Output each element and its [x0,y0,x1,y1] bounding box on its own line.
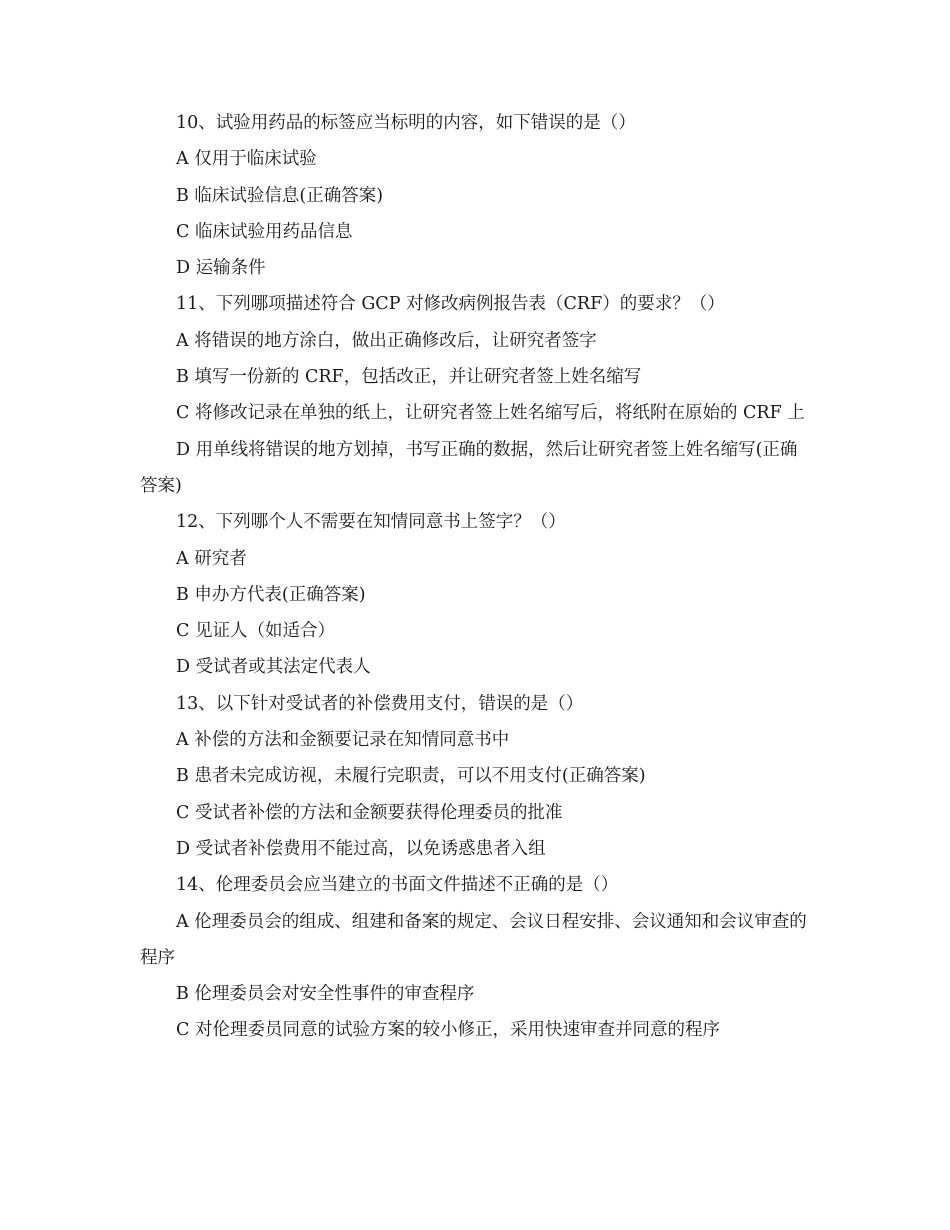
option-12-d: D 受试者或其法定代表人 [176,657,371,678]
option-10-d: D 运输条件 [176,258,266,279]
option-11-d: D 用单线将错误的地方划掉，书写正确的数据，然后让研究者签上姓名缩写(正确答案) [140,439,798,496]
option-10-b: B 临床试验信息(正确答案) [176,185,384,206]
option-12-b: B 申办方代表(正确答案) [176,584,366,605]
question-14: 14、伦理委员会应当建立的书面文件描述不正确的是（） [176,875,619,896]
question-12: 12、下列哪个人不需要在知情同意书上签字？（） [176,512,566,533]
question-10: 10、试验用药品的标签应当标明的内容，如下错误的是（） [176,113,636,133]
option-13-d: D 受试者补偿费用不能过高，以免诱惑患者入组 [176,838,546,859]
question-13: 13、以下针对受试者的补偿费用支付，错误的是（） [176,693,584,714]
option-14-b: B 伦理委员会对安全性事件的审查程序 [176,984,475,1005]
option-12-a: A 研究者 [176,548,247,569]
option-11-b: B 填写一份新的 CRF，包括改正，并让研究者签上姓名缩写 [176,367,642,388]
option-13-c: C 受试者补偿的方法和金额要获得伦理委员的批准 [176,802,563,823]
option-10-c: C 临床试验用药品信息 [176,221,353,242]
option-10-a: A 仅用于临床试验 [176,149,317,170]
option-12-c: C 见证人（如适合） [176,621,335,642]
option-13-a: A 补偿的方法和金额要记录在知情同意书中 [176,730,510,751]
option-14-c: C 对伦理委员同意的试验方案的较小修正，采用快速审查并同意的程序 [176,1020,720,1041]
option-13-b: B 患者未完成访视，未履行完职责，可以不用支付(正确答案) [176,766,646,787]
option-11-a: A 将错误的地方涂白，做出正确修改后，让研究者签字 [176,330,597,351]
option-14-a: A 伦理委员会的组成、组建和备案的规定、会议日程安排、会议通知和会议审查的程序 [140,911,807,968]
document-body [140,105,812,1049]
option-11-c: C 将修改记录在单独的纸上，让研究者签上姓名缩写后，将纸附在原始的 CRF 上 [176,403,805,424]
question-11: 11、下列哪项描述符合 GCP 对修改病例报告表（CRF）的要求？（） [176,294,725,315]
